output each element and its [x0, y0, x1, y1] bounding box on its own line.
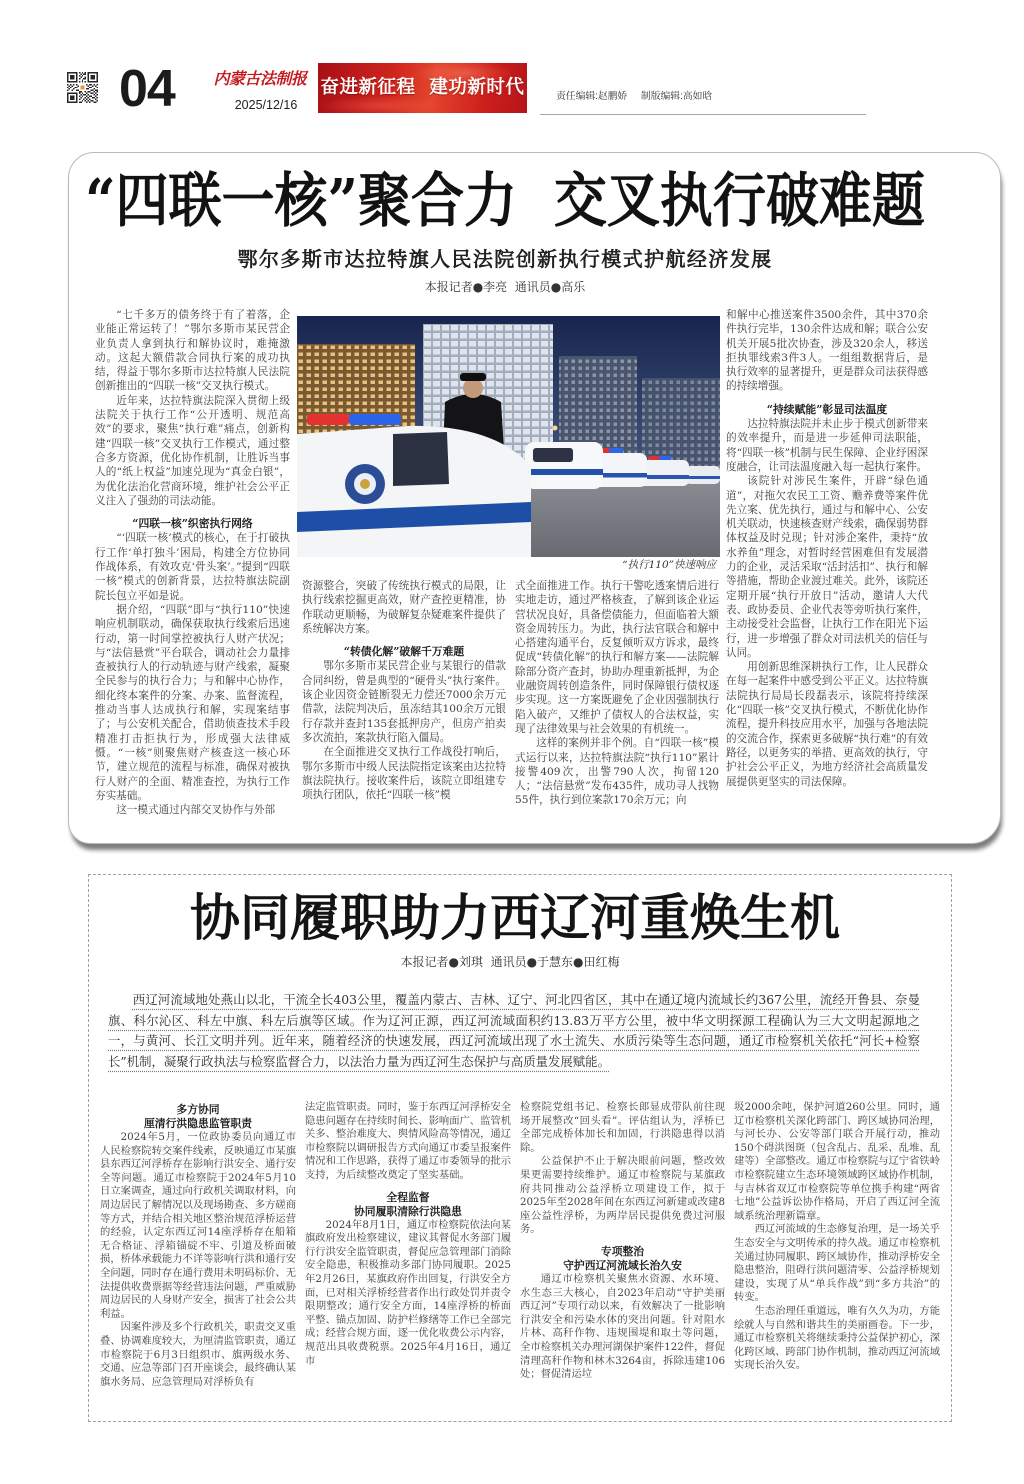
article-2-byline: 本报记者●刘琪 通讯员●于慧东●田红梅	[400, 955, 620, 969]
paragraph: 法定监管职责。同时，鉴于东西辽河浮桥安全隐患问题存在持续时间长、影响面广、监管机关多、整治难度大、舆情风险高等情况，通辽市检察院以调研报告方式向通辽市委呈报案件情况和工作思路，获得了通辽市委领导的批示支持，为后续整改奠定了坚实基础。	[305, 1101, 511, 1181]
article-1-title: “四联一核”聚合力 交叉执行破难题	[85, 166, 925, 236]
paragraph: 和解中心推送案件3500余件，其中370余件执行完毕，130余件达成和解；联合公安机关开展5批次协查，涉及320余人，移送拒执罪线索3件3人。一组组数据背后，是执行效率的显著提升，更是群众司法获得感的持续增强。	[726, 309, 928, 393]
article-1-subtitle: 鄂尔多斯市达拉特旗人民法院创新执行模式护航经济发展	[237, 247, 773, 271]
paragraph: 生态治理任重道远，唯有久久为功，方能绘就人与自然和谐共生的美丽画卷。下一步，通辽市检察机关将继续秉持公益保护初心，深化跨区域、跨部门协作机制，推动西辽河流域实现长治久安。	[734, 1304, 940, 1372]
paragraph: 2024年8月1日，通辽市检察院依法向某旗政府发出检察建议，建议其督促水务部门履行行洪安全监管职责，督促应急管理部门消除安全隐患，积极推动多部门协同履职。2025年2月26日，某旗政府作出回复，行洪安全方面，已对相关浮桥经营者作出行政处罚并责令限期整改；通行安全方面，14座浮桥的桥面平整、锚点加固、防护栏修缮等工作已全部完成；经营合规方面，逐一优化收费公示内容，规范出具收费税票。2025年4月16日，通辽市	[305, 1218, 511, 1367]
article-2-column-2	[305, 1101, 511, 1368]
paragraph: “‘四联一核’模式的核心，在于打破执行工作‘单打独斗’困局，构建全方位协同作战体系，有效攻克‘骨头案’。”提到“四联一核”模式的创新背景，达拉特旗法院副院长包立平如是说。	[95, 532, 290, 602]
section-heading	[520, 1245, 725, 1273]
article-1-column-3	[515, 579, 719, 808]
page-number: 04	[119, 60, 175, 118]
editor-credit: 责任编辑:赵鹏娇 制版编辑:高如晗	[556, 91, 713, 102]
section-heading	[100, 1103, 296, 1131]
article-1-photo	[297, 316, 720, 557]
section-heading: “持续赋能”彰显司法温度	[766, 402, 888, 416]
section-title: 守护西辽河流域长治久安	[563, 1258, 682, 1272]
article-2-column-4	[734, 1101, 940, 1373]
paragraph: 式全面推进工作。执行干警吃透案情后进行实地走访，通过严格核查，了解到该企业运营状况良好，具备偿债能力，但面临着大额资金周转压力。为此，执行法官联合和解中心搭建沟通平台，反复倾听双方诉求，最终促成“转债化解”的执行和解方案——法院解除部分资产查封，协助办理重新抵押，为企业融资周转创造条件，同时保障银行债权逐步实现。这一方案既避免了企业因强制执行陷入破产，又维护了债权人的合法权益，实现了法律效果与社会效果的有机统一。	[515, 580, 719, 735]
article-2-title: 协同履职助力西辽河重焕生机	[190, 888, 840, 947]
section-title: 厘清行洪隐患监管职责	[144, 1117, 252, 1130]
paragraph: 通辽市检察机关聚焦水资源、水环境、水生态三大核心，自2023年启动“守护美丽西辽河”专项行动以来，有效解决了一批影响行洪安全和污染水体的突出问题。针对阻水片林、高秆作物、违规围堤和取土等问题，全市检察机关办理河湖保护案件122件，督促清理高秆作物和林木3264亩，拆除违建106处；督促清运垃	[520, 1272, 725, 1381]
paragraph: 圾2000余吨，保护河道260公里。同时，通辽市检察机关深化跨部门、跨区域协同治理，与河长办、公安等部门联合开展行动，推动150个碍洪图斑（包含乱占、乱采、乱堆、乱建等）全部整改。通辽市检察院与辽宁省铁岭市检察院建立生态环境领域跨区域协作机制，与吉林省双辽市检察院等单位携手构建“两省七地”公益诉讼协作格局，开启了西辽河全流域系统治理新篇章。	[734, 1101, 940, 1222]
article-2-intro	[108, 990, 920, 1072]
paragraph: 2024年5月，一位政协委员向通辽市人民检察院转交案件线索，反映通辽市某旗县东西辽河浮桥存在影响行洪安全、通行安全等问题。通辽市检察院于2024年5月10日立案调查，通过向行政机关调取材料，向周边居民了解情况以及现场勘查、多方磋商等方式，并结合相关地区整治规范浮桥运营的经验，认定东西辽河14座浮桥存在船箱无合格证、浮箱锚碇不牢、引道及桥面破损，桥体承载能力不详等影响行洪和通行安全问题，同时存在通行费用未明码标价、无法提供收费票据等经营违法问题，严重威胁周边居民的人身财产安全，损害了社会公共利益。	[100, 1131, 296, 1320]
paragraph: 近年来，达拉特旗法院深入贯彻上级法院关于执行工作“公开透明、规范高效”的要求，聚焦“执行难”痛点，创新构建“四联一核”交叉执行工作模式，通过整合多方资源，优化协作机制，让胜诉当事人的“纸上权益”加速兑现为“真金白银”，为优化法治化营商环境，维护社会公平正义注入了强劲的司法动能。	[95, 394, 290, 507]
qr-code-icon	[67, 72, 98, 103]
paragraph: 检察院党组书记、检察长郎显成带队前往现场开展整改“回头看”。评估组认为，浮桥已全部完成桥体加长和加固，行洪隐患得以消除。	[520, 1101, 725, 1154]
section-heading: “转债化解”破解千万难题	[343, 645, 465, 659]
slogan-text: 奋进新征程 建功新时代	[320, 77, 525, 98]
section-title: 协同履职清除行洪隐患	[354, 1204, 462, 1218]
newspaper-logo: 内蒙古法制报	[213, 69, 307, 88]
issue-date: 2025/12/16	[234, 98, 298, 112]
intro-text: 西辽河流域地处燕山以北，干流全长403公里，覆盖内蒙古、吉林、辽宁、河北四省区，其中在通辽境内流域长约367公里，流经开鲁县、奈曼旗、科尔沁区、科左中旗、科左后旗等区域。作为辽河正源，西辽河流域面积约13.83万平方公里，被中华文明探源工程确认为三大文明起源地之一，与黄河、长江文明并列。近年来，随着经济的快速发展，西辽河流域出现了水土流失、水质污染等生态问题，通辽市检察机关依托“河长+检察长”机制，凝聚行政执法与检察监督合力，以法治力量为西辽河生态保护与高质量发展赋能。	[108, 992, 920, 1069]
paragraph: 西辽河流域的生态修复治理，是一场关乎生态安全与文明传承的持久战。通辽市检察机关通过协同履职、跨区域协作，推动浮桥安全隐患整治，阻碍行洪问题清零、公益浮桥规划建设，实现了从“单兵作战”到“多方共治”的转变。	[734, 1223, 940, 1304]
paragraph: 因案件涉及多个行政机关，职责交叉重叠、协调难度较大，为厘清监管职责，通辽市检察院于6月3日组织市、旗两级水务、交通、应急等部门召开座谈会，最终确认某旗水务局、应急管理局对浮桥负有	[100, 1321, 296, 1388]
paragraph: 资源整合，突破了传统执行模式的局限，让执行线索挖掘更高效，财产查控更精准，协作联动更顺畅，为破解复杂疑难案件提供了系统解决方案。	[302, 580, 506, 635]
paragraph: 据介绍，“四联”即与“执行110”快速响应机制联动，确保获取执行线索后迅速行动，第一时间掌控被执行人财产状况；与“法信悬赏”平台联合，调动社会力量排查被执行人的行动轨迹与财产线索，凝聚全民参与的执行合力；与和解中心协作，细化终本案件的分案、办案、监督流程，推动当事人达成执行和解，实现案结事了；与公安机关配合，借助侦查技术手段精准打击拒执行为，形成强大法律威慑。“一核”则聚焦财产核查这一核心环节，建立规范的流程与标准，确保对被执行人财产的全面、精准查控，为执行工作夯实基础。	[95, 603, 290, 802]
paragraph: 鄂尔多斯市某民营企业与某银行的借款合同纠纷，曾是典型的“硬骨头”执行案件。该企业因资金链断裂无力偿还7000余万元借款，法院判决后，虽冻结其100余万元银行存款并查封135套抵押房产，但房产拍卖多次流拍，案款执行陷入僵局。	[302, 660, 506, 744]
section-kicker: 多方协同	[176, 1103, 220, 1116]
paragraph: 这一模式通过内部交叉协作与外部	[116, 804, 276, 817]
paragraph: 达拉特旗法院并未止步于模式创新带来的效率提升，而是进一步延伸司法职能，将“四联一核”机制与民生保障、企业纾困深度融合，让司法温度融入每一起执行案件。	[726, 418, 928, 473]
header-divider	[540, 114, 866, 115]
article-1-column-2	[302, 579, 506, 802]
paragraph: 这样的案例并非个例。自“四联一核”模式运行以来，达拉特旗法院“执行110”累计接警409次，出警790人次，拘留120人；“法信悬赏”发布435件，成功寻人找物55件，执行到位案款170余万元；向	[515, 737, 719, 807]
section-kicker: 全程监督	[386, 1190, 430, 1204]
article-1-byline: 本报记者●李亮 通讯员●高乐	[424, 280, 586, 294]
slogan-banner	[318, 63, 527, 113]
paragraph: 在全面推进交叉执行工作战役打响后，鄂尔多斯市中级人民法院指定该案由达拉特旗法院执行。接收案件后，该院立即组建专项执行团队，依托“四联一核”模	[302, 746, 506, 802]
paragraph: 用创新思维深耕执行工作，让人民群众在每一起案件中感受到公平正义。达拉特旗法院执行局局长段磊表示，该院将持续深化“四联一核”交叉执行模式，不断优化协作流程，提升科技应用水平，加强与各地法院的交流合作，探索更多破解“执行难”的有效路径，以更务实的举措、更高效的执行，守护社会公平正义，为地方经济社会高质量发展提供更坚实的司法保障。	[726, 661, 928, 788]
section-heading: “四联一核”织密执行网络	[132, 517, 253, 531]
article-2-column-3	[520, 1101, 725, 1382]
article-1-column-4	[726, 308, 928, 789]
paragraph: 公益保护不止于解决眼前问题，整改效果更需要持续维护。通辽市检察院与某旗政府共同推动公益浮桥立项建设工作，拟于2025年至2028年间在东西辽河新建或改建8座公益性浮桥，为两岸居民提供免费过河服务。	[520, 1155, 725, 1236]
article-2-column-1	[100, 1097, 296, 1389]
section-kicker: 专项整治	[600, 1244, 645, 1258]
article-1-column-1	[95, 308, 290, 817]
paragraph: 该院针对涉民生案件，开辟“绿色通道”，对拖欠农民工工资、赡养费等案件优先立案、优先执行，通过与和解中心、公安机关联动，快速核查财产线索，确保弱势群体权益及时兑现；针对涉企案件，秉持“放水养鱼”理念，对暂时经营困难但有发展潜力的企业，灵活采取“活封活扣”、执行和解等措施，帮助企业渡过难关。此外，该院还定期开展“执行开放日”活动，邀请人大代表、政协委员、企业代表等旁听执行案件，主动接受社会监督，让执行工作在阳光下运行，进一步增强了群众对司法机关的信任与认同。	[726, 475, 928, 659]
paragraph: “七千多万的债务终于有了着落，企业能正常运转了！”鄂尔多斯市某民营企业负责人拿到执行和解协议时，难掩激动。这起大额借款合同执行案的成功执结，得益于鄂尔多斯市达拉特旗人民法院创新推出的“四联一核”交叉执行模式。	[95, 309, 290, 393]
section-heading	[305, 1191, 511, 1219]
photo-caption: “执行110”快速响应	[622, 559, 716, 571]
